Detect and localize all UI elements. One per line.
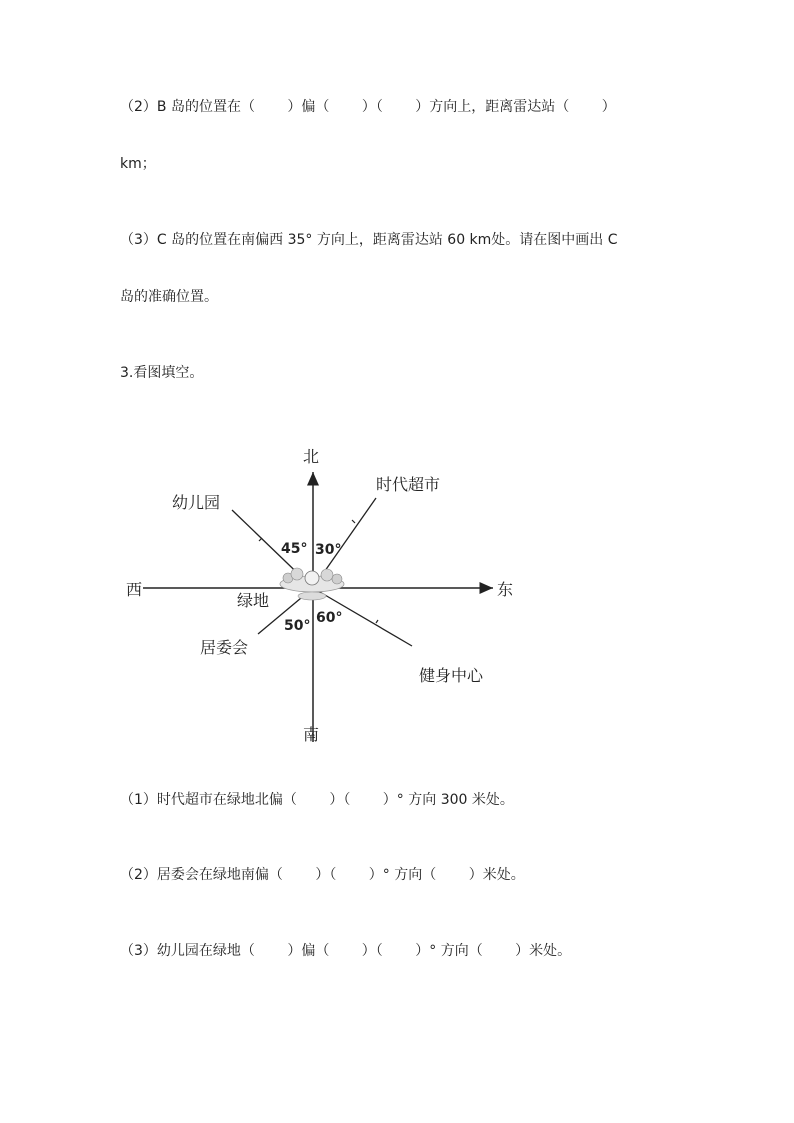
question-3-3: （3）幼儿园在绿地（ ）偏（ ）（ ）° 方向（ ）米处。	[120, 943, 572, 959]
tick-mark	[352, 520, 355, 523]
tick-mark	[376, 620, 378, 623]
tick-mark	[259, 538, 262, 541]
kindergarten-label: 幼儿园	[172, 493, 221, 512]
question-3-1: （1）时代超市在绿地北偏（ ）（ ）° 方向 300 米处。	[120, 792, 514, 808]
question-2-3-line2: 岛的准确位置。	[120, 289, 218, 305]
gym-angle: 60°	[316, 610, 343, 626]
park-icon	[280, 568, 344, 600]
south-label: 南	[303, 725, 320, 744]
gym-label: 健身中心	[419, 666, 484, 685]
question-2-2-line1: （2）B 岛的位置在（ ）偏（ ）（ ）方向上，距离雷达站（ ）	[120, 99, 616, 115]
question-2-2-line2: km；	[120, 156, 156, 172]
committee-label: 居委会	[200, 638, 249, 657]
east-label: 东	[497, 580, 514, 599]
question-3-title: 3.看图填空。	[120, 365, 204, 381]
center-label: 绿地	[237, 591, 270, 610]
supermarket-angle: 30°	[315, 542, 342, 558]
committee-angle: 50°	[284, 618, 311, 634]
question-3-2: （2）居委会在绿地南偏（ ）（ ）° 方向（ ）米处。	[120, 867, 525, 883]
supermarket-label: 时代超市	[376, 475, 441, 494]
north-label: 北	[303, 447, 320, 466]
kindergarten-angle: 45°	[281, 541, 308, 557]
question-2-3-line1: （3）C 岛的位置在南偏西 35° 方向上，距离雷达站 60 km处。请在图中画出 C	[120, 232, 618, 248]
west-label: 西	[126, 580, 143, 599]
